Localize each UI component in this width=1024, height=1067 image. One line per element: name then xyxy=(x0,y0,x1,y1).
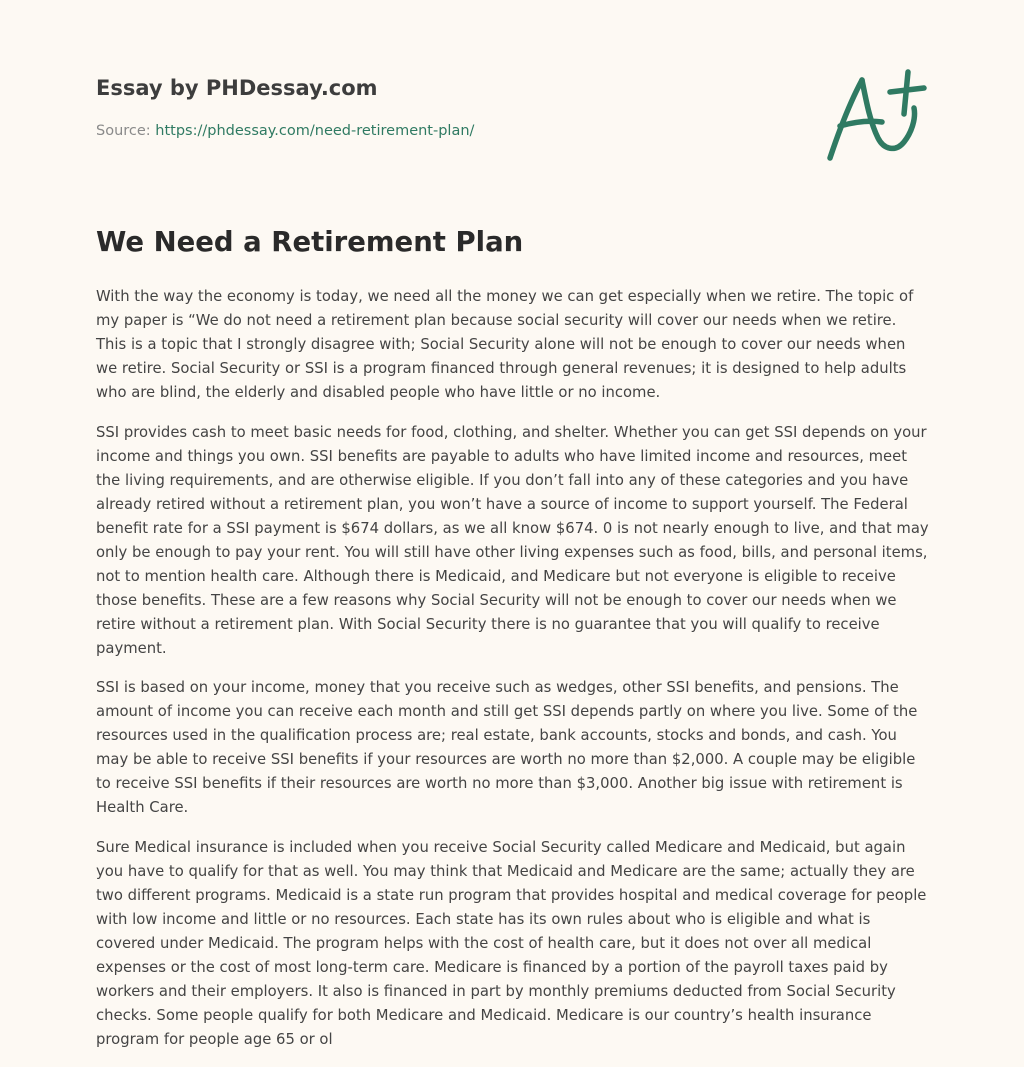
essay-paragraph-2: SSI provides cash to meet basic needs for food, clothing, and shelter. Whether you can get SSI depends on your income and things you own. SSI benefits are payable to adults who have limited income and resources, meet the living requirements, and are otherwise eligible. If you don’t fall into any of these categories and you have already retired without a retirement plan, you won’t have a source of income to support yourself. The Federal benefit rate for a SSI payment is $674 dollars, as we all know $674. 0 is not nearly enough to live, and that may only be enough to pay your rent. You will still have other living expenses such as food, bills, and personal items, not to mention health care. Although there is Medicaid, and Medicare but not everyone is eligible to receive those benefits. These are a few reasons why Social Security will not be enough to cover our needs when we retire without a retirement plan. With Social Security there is no guarantee that you will qualify to receive payment. xyxy=(96,423,929,657)
site-brand: Essay by PHDessay.com xyxy=(96,76,378,100)
essay-paragraph-1: With the way the economy is today, we need all the money we can get especially when we retire. The topic of my paper is “We do not need a retirement plan because social security will cover our needs when we retire. This is a topic that I strongly disagree with; Social Security alone will not be enough to cover our needs when we retire. Social Security or SSI is a program financed through general revenues; it is designed to help adults who are blind, the elderly and disabled people who have little or no income. xyxy=(96,288,914,401)
essay-title: We Need a Retirement Plan xyxy=(96,226,524,258)
essay-paragraph-3: SSI is based on your income, money that you receive such as wedges, other SSI benefits, and pensions. The amount of income you can receive each month and still get SSI depends partly on where you live. Some of the resources used in the qualification process are; real estate, bank accounts, stocks and bonds, and cash. You may be able to receive SSI benefits if your resources are worth no more than $2,000. A couple may be eligible to receive SSI benefits if their resources are worth no more than $3,000. Another big issue with retirement is Health Care. xyxy=(96,679,918,816)
source-line xyxy=(96,123,474,139)
source-label: Source: xyxy=(96,123,156,139)
a-plus-logo-icon xyxy=(820,66,932,166)
essay-body xyxy=(96,285,930,1067)
essay-paragraph-4: Sure Medical insurance is included when you receive Social Security called Medicare and Medicaid, but again you have to qualify for that as well. You may think that Medicaid and Medicare are the same; actually they are two different programs. Medicaid is a state run program that provides hospital and medical coverage for people with low income and little or no resources. Each state has its own rules about who is eligible and what is covered under Medicaid. The program helps with the cost of health care, but it does not over all medical expenses or the cost of most long-term care. Medicare is financed by a portion of the payroll taxes paid by workers and their employers. It also is financed in part by monthly premiums deducted from Social Security checks. Some people qualify for both Medicare and Medicaid. Medicare is our country’s health insurance program for people age 65 or ol xyxy=(96,838,927,1048)
source-link[interactable]: https://phdessay.com/need-retirement-plan/ xyxy=(155,123,475,139)
